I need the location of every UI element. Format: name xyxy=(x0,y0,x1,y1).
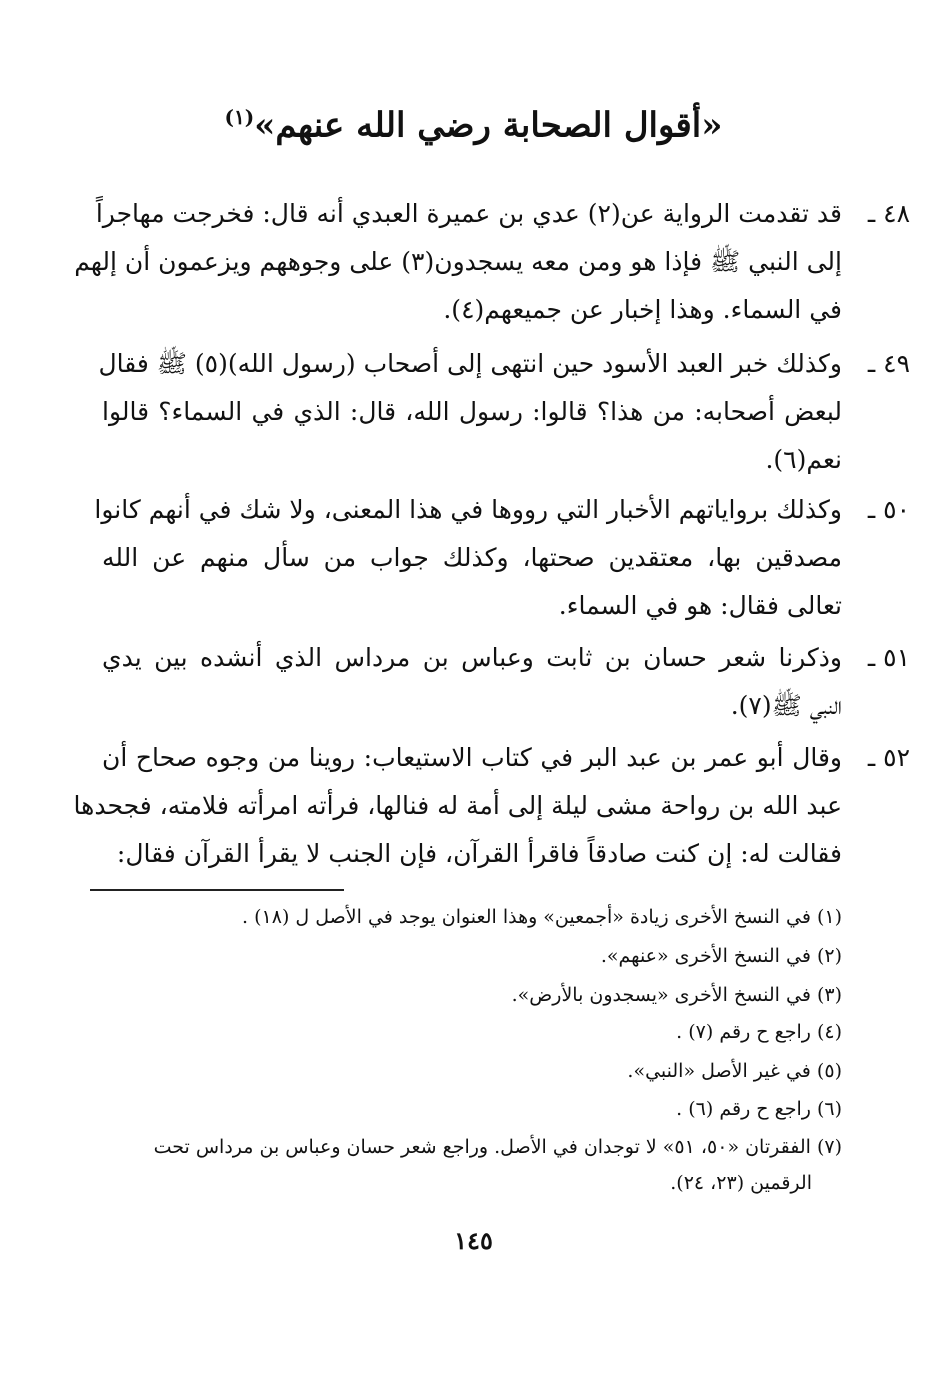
paragraph-number: ٤٨ ـ xyxy=(867,199,910,228)
paragraph-number: ٤٩ ـ xyxy=(867,349,910,378)
paragraph-line: لبعض أصحابه: من هذا؟ قالوا: رسول الله، قال: الذي في السماء؟ قالوا xyxy=(102,397,842,426)
page-number: ١٤٥ xyxy=(454,1226,493,1255)
paragraph-line: النبي ﷺ(٧). xyxy=(730,691,842,720)
paragraph-50 xyxy=(94,486,910,630)
footnote-7: (٧) الفقرتان «٥٠، ٥١» لا توجدان في الأصل. وراجع شعر حسان وعباس بن مرداس تحت xyxy=(153,1136,842,1158)
paragraph-49 xyxy=(98,340,910,484)
paragraph-number: ٥٠ ـ xyxy=(867,495,910,524)
section-title xyxy=(0,95,947,147)
paragraph-line: مصدقين بها، معتقدين صحتها، وكذلك جواب من سأل منهم عن الله xyxy=(102,543,842,572)
footnote-7-continuation: الرقمين (٢٣، ٢٤). xyxy=(670,1172,812,1194)
paragraph-line: وقال أبو عمر بن عبد البر في كتاب الاستيعاب: روينا من وجوه صحاح أن xyxy=(102,743,842,772)
footnote-2: (٢) في النسخ الأخرى «عنهم». xyxy=(600,945,842,967)
paragraph-number: ٥٢ ـ xyxy=(867,743,910,772)
footnote-5: (٥) في غير الأصل «النبي». xyxy=(627,1060,842,1082)
paragraph-line: في السماء. وهذا إخبار عن جميعهم(٤). xyxy=(443,295,842,324)
paragraph-51 xyxy=(102,634,910,730)
paragraph-line: نعم(٦). xyxy=(765,445,842,474)
paragraph-line: وكذلك خبر العبد الأسود حين انتهى إلى أصحاب (رسول الله)(٥) ﷺ فقال xyxy=(98,349,842,378)
paragraph-line: وذكرنا شعر حسان بن ثابت وعباس بن مرداس الذي أنشده بين يدي xyxy=(102,643,842,672)
paragraph-line: فقالت له: إن كنت صادقاً فاقرأ القرآن، فإن الجنب لا يقرأ القرآن فقال: xyxy=(116,839,842,868)
paragraph-number: ٥١ ـ xyxy=(867,643,910,672)
footnote-3: (٣) في النسخ الأخرى «يسجدون بالأرض». xyxy=(511,984,842,1006)
paragraph-line: قد تقدمت الرواية عن(٢) عدي بن عميرة العبدي أنه قال: فخرجت مهاجراً xyxy=(95,199,842,228)
footnote-4: (٤) راجع ح رقم (٧) . xyxy=(676,1021,842,1043)
paragraph-48 xyxy=(74,190,910,334)
paragraph-52 xyxy=(73,734,910,878)
section-title-footnote-ref: (١) xyxy=(224,105,255,129)
section-title-text: «أقوال الصحابة رضي الله عنهم» xyxy=(254,105,723,146)
paragraph-line: وكذلك برواياتهم الأخبار التي رووها في هذا المعنى، ولا شك في أنهم كانوا xyxy=(94,495,842,524)
paragraph-line: عبد الله بن رواحة مشى ليلة إلى أمة له فنالها، فرأته امرأته فلامته، فجحدها xyxy=(73,791,842,820)
footnote-6: (٦) راجع ح رقم (٦) . xyxy=(676,1098,842,1120)
footnote-1: (١) في النسخ الأخرى زيادة «أجمعين» وهذا العنوان يوجد في الأصل ل (١٨) . xyxy=(242,906,842,928)
footnote-divider xyxy=(90,889,344,891)
paragraph-line: تعالى فقال: هو في السماء. xyxy=(558,591,842,620)
paragraph-line: إلى النبي ﷺ فإذا هو ومن معه يسجدون(٣) على وجوههم ويزعمون أن إلهم xyxy=(74,247,842,276)
